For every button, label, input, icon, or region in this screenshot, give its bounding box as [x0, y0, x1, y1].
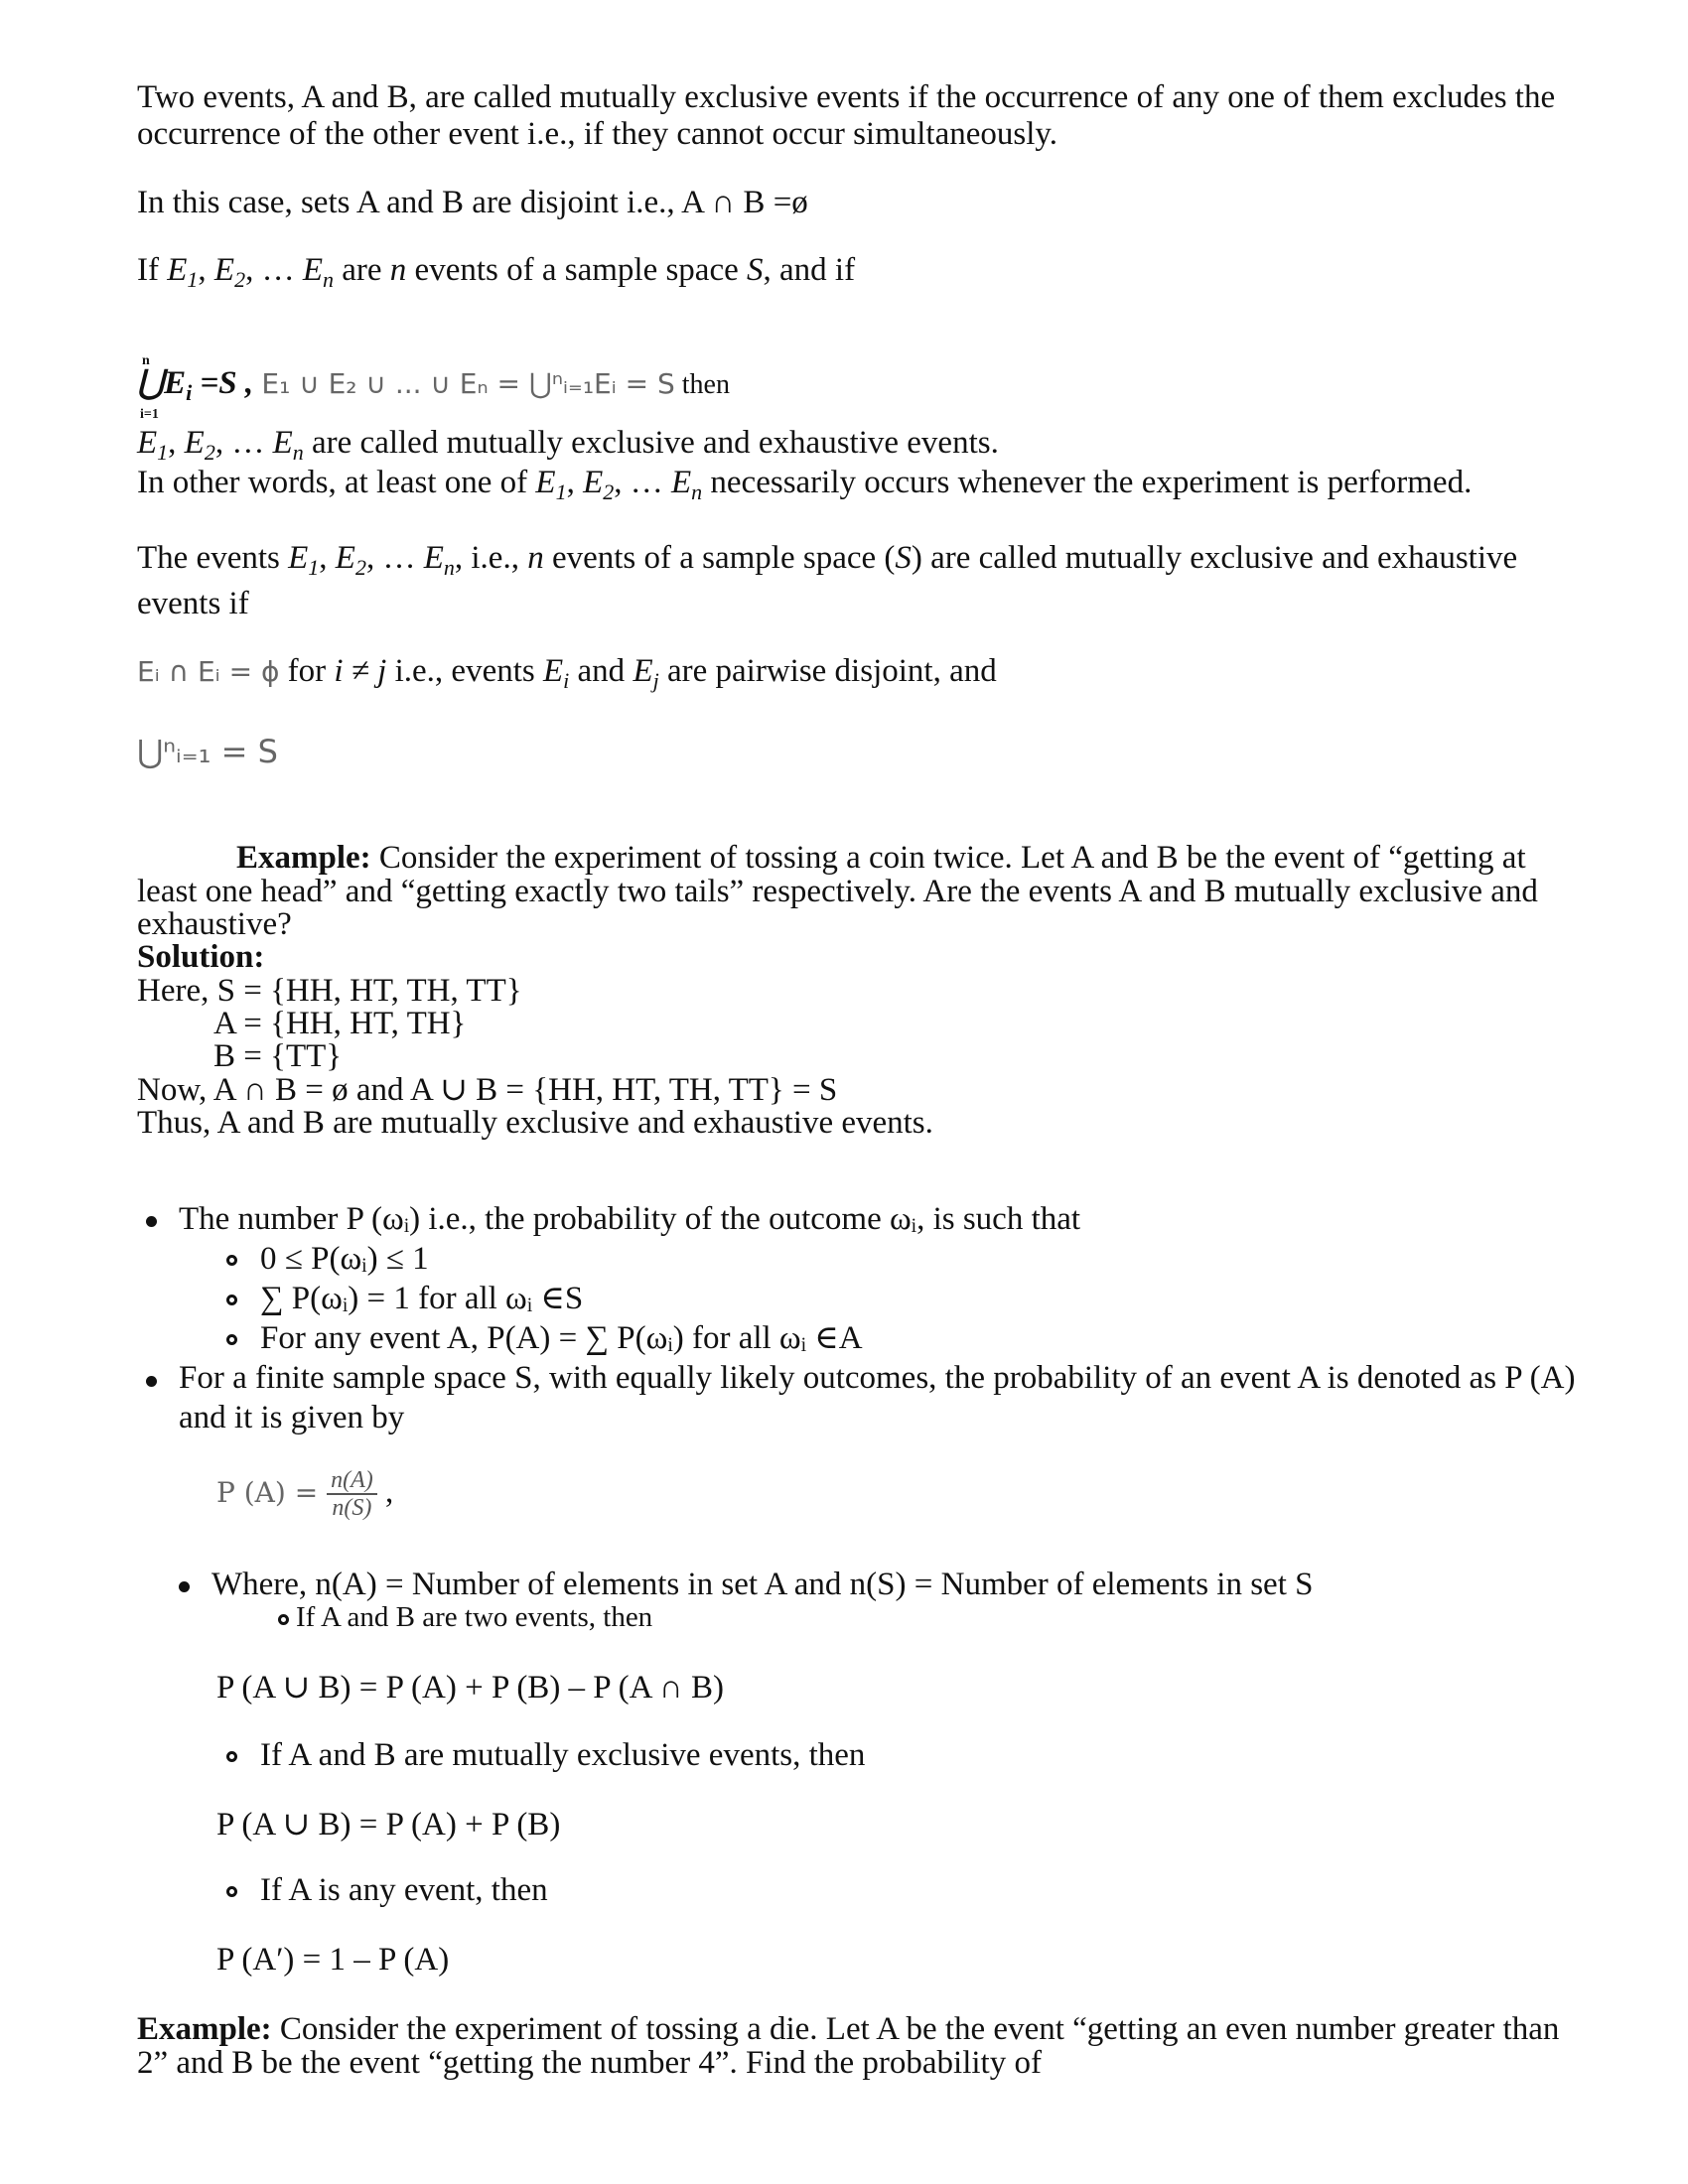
formula-complement: P (A′) = 1 – P (A): [216, 1942, 450, 1978]
para-events-line2: events if: [137, 586, 249, 621]
bullet-finite-space-line2: and it is given by: [179, 1400, 405, 1435]
bullet-finite-space-line1: For a finite sample space S, with equally likely outcomes, the probability of an event A is denoted as P (A): [179, 1360, 1576, 1396]
example1-line1: Example: Consider the experiment of tossing a coin twice. Let A and B be the event of “getting at: [236, 840, 1526, 876]
para-events-sample-space: If $E_1$, $E_2$, … $E_n$ are n events of a sample space S, and if: [137, 252, 856, 292]
union-equals-s: ⋃ⁿᵢ₌₁ = S: [137, 733, 278, 770]
para-exhaustive: $E_1$, $E_2$, … $E_n$ are called mutually exclusive and exhaustive events.: [137, 425, 999, 465]
sub-bullet-range: 0 ≤ P(ωᵢ) ≤ 1: [260, 1241, 429, 1277]
para-in-other-words: In other words, at least one of $E_1$, $E_2$, … $E_n$ necessarily occurs whenever the experiment is performed.: [137, 465, 1473, 504]
union-equation: $⋃E_i =S$ , E₁ ∪ E₂ ∪ ... ∪ Eₙ = ⋃ⁿᵢ₌₁Eᵢ = S then: [137, 365, 730, 405]
sub-bullet-circle: [226, 1255, 237, 1266]
formula-union: P (A ∪ B) = P (A) + P (B) – P (A ∩ B): [216, 1670, 725, 1706]
sub-bullet-circle: [226, 1334, 237, 1345]
solution-line4: Now, A ∩ B = ø and A ∪ B = {HH, HT, TH, TT} = S: [137, 1072, 838, 1108]
example2-line2: 2” and B be the event “getting the number 4”. Find the probability of: [137, 2045, 1042, 2081]
example2-line1: Example: Consider the experiment of tossing a die. Let A be the event “getting an even number greater than: [137, 2011, 1560, 2047]
bullet-dot: [146, 1376, 157, 1387]
sub-bullet-mutually-exclusive: If A and B are mutually exclusive events, then: [260, 1737, 866, 1773]
solution-line5: Thus, A and B are mutually exclusive and exhaustive events.: [137, 1105, 933, 1141]
sub-bullet-two-events: If A and B are two events, then: [296, 1601, 653, 1633]
example1-line2: least one head” and “getting exactly two tails” respectively. Are the events A and B mutually exclusive and: [137, 874, 1538, 909]
para-mutually-exclusive-line2: occurrence of the other event i.e., if they cannot occur simultaneously.: [137, 116, 1057, 152]
formula-union-exclusive: P (A ∪ B) = P (A) + P (B): [216, 1807, 561, 1843]
example1-line3: exhaustive?: [137, 906, 292, 942]
sub-bullet-sum: ∑ P(ωᵢ) = 1 for all ωᵢ ∈S: [260, 1281, 584, 1316]
union-upper-index: n: [142, 353, 150, 368]
bullet-probability-outcome: The number P (ωᵢ) i.e., the probability of the outcome ωᵢ, is such that: [179, 1201, 1081, 1237]
sub-bullet-any-event: For any event A, P(A) = ∑ P(ωᵢ) for all ωᵢ ∈A: [260, 1320, 863, 1356]
sub-bullet-circle: [278, 1614, 289, 1625]
sub-bullet-any-event-complement: If A is any event, then: [260, 1872, 548, 1908]
solution-line3: B = {TT}: [213, 1038, 343, 1074]
para-events-line1: The events $E_1$, $E_2$, … $E_n$, i.e., n events of a sample space (S) are called mutually exclusive and exhaustive: [137, 540, 1518, 580]
pairwise-disjoint-line: Eᵢ ∩ Eᵢ = ϕ for i ≠ j i.e., events $E_i$ and $E_j$ are pairwise disjoint, and: [137, 653, 997, 693]
para-mutually-exclusive-line1: Two events, A and B, are called mutually exclusive events if the occurrence of any one of them excludes the: [137, 79, 1556, 115]
union-lower-index: i=1: [140, 407, 159, 422]
solution-label: Solution:: [137, 939, 265, 975]
probability-fraction: $\frac{n(A)}{n(S)}$: [327, 1467, 377, 1522]
union-equation-gray: E₁ ∪ E₂ ∪ ... ∪ Eₙ = ⋃ⁿᵢ₌₁Eᵢ = S: [261, 367, 675, 400]
sub-bullet-circle: [226, 1751, 237, 1762]
bullet-where: Where, n(A) = Number of elements in set A and n(S) = Number of elements in set S: [211, 1567, 1314, 1602]
para-disjoint: In this case, sets A and B are disjoint i.e., A ∩ B =ø: [137, 185, 808, 220]
bullet-dot: [179, 1581, 190, 1592]
sub-bullet-circle: [226, 1886, 237, 1897]
bullet-dot: [146, 1216, 157, 1227]
probability-formula: P (A) = $\frac{n(A)}{n(S)}$ ,: [216, 1467, 394, 1522]
sub-bullet-circle: [226, 1295, 237, 1305]
solution-line2: A = {HH, HT, TH}: [213, 1006, 467, 1041]
solution-line1: Here, S = {HH, HT, TH, TT}: [137, 973, 522, 1009]
